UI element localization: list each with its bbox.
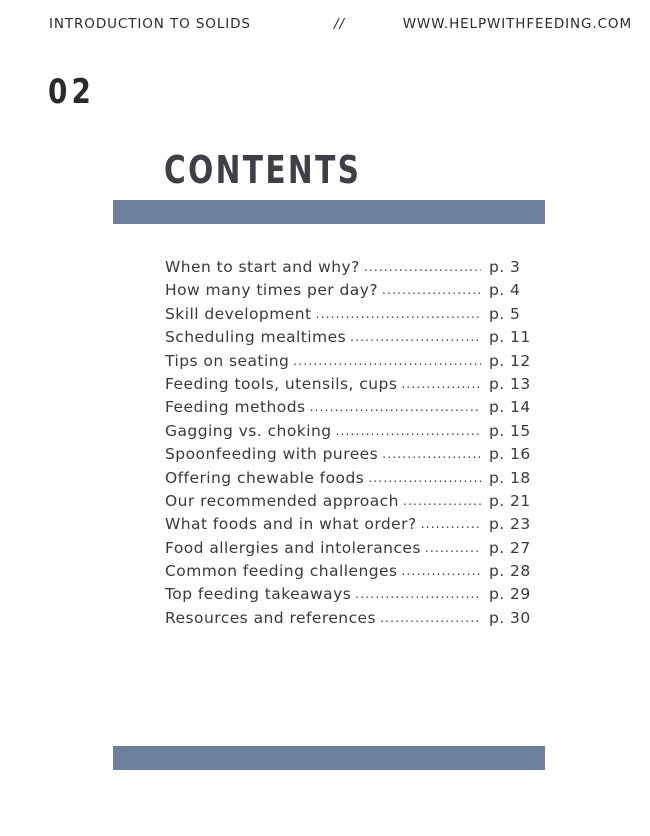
toc-dot-leader [402, 564, 481, 578]
toc-entry [165, 515, 535, 538]
toc-entry [165, 352, 535, 375]
toc-entry-page: p. 21 [489, 491, 531, 510]
page-number: 02 [48, 72, 96, 112]
toc-dot-leader [382, 283, 481, 297]
toc-entry [165, 469, 535, 492]
document-title: INTRODUCTION TO SOLIDS [49, 16, 251, 32]
toc-entry-title: Scheduling mealtimes [165, 328, 347, 347]
toc-dot-leader [401, 377, 481, 391]
toc-dot-leader [382, 447, 481, 461]
toc-entry-title: Tips on seating [165, 351, 290, 370]
toc-entry-title: Feeding methods [165, 398, 306, 417]
toc-entry-page: p. 27 [489, 538, 531, 557]
header-separator: // [334, 16, 345, 32]
toc-dot-leader [355, 587, 481, 601]
website-url: WWW.HELPWITHFEEDING.COM [402, 16, 632, 32]
toc-entry-page: p. 4 [489, 281, 521, 300]
toc-entry-title: Common feeding challenges [165, 562, 398, 581]
toc-entry-page: p. 13 [489, 374, 531, 393]
toc-entry [165, 328, 535, 351]
toc-entry-page: p. 16 [489, 445, 531, 464]
toc-dot-leader [364, 260, 481, 274]
toc-entry-title: Spoonfeeding with purees [165, 445, 379, 464]
toc-entry-title: Our recommended approach [165, 491, 399, 510]
toc-entry-title: Top feeding takeaways [165, 585, 352, 604]
toc-entry [165, 375, 535, 398]
toc-entry [165, 539, 535, 562]
toc-entry-page: p. 14 [489, 398, 531, 417]
toc-entry [165, 562, 535, 585]
toc-entry-page: p. 3 [489, 258, 521, 276]
page-header [0, 14, 650, 34]
toc-entry-title: What foods and in what order? [165, 515, 417, 534]
toc-dot-leader [310, 400, 481, 414]
toc-entry-title: When to start and why? [165, 258, 360, 276]
bottom-accent-bar [113, 746, 545, 770]
top-accent-bar [113, 200, 545, 224]
toc-entry-title: Gagging vs. choking [165, 421, 332, 440]
toc-dot-leader [368, 471, 481, 485]
toc-entry-page: p. 23 [489, 515, 531, 534]
toc-dot-leader [336, 424, 481, 438]
toc-entry-page: p. 15 [489, 421, 531, 440]
toc-entry [165, 398, 535, 421]
toc-dot-leader [425, 541, 481, 555]
toc-entry-page: p. 12 [489, 351, 531, 370]
toc-entry-title: Skill development [165, 304, 312, 323]
toc-entry-title: Food allergies and intolerances [165, 538, 421, 557]
toc-entry-title: How many times per day? [165, 281, 379, 300]
toc-entry-page: p. 29 [489, 585, 531, 604]
toc-dot-leader [421, 517, 481, 531]
toc-entry-page: p. 18 [489, 468, 531, 487]
toc-entry [165, 492, 535, 515]
toc-entry-page: p. 11 [489, 328, 531, 347]
toc-entry-title: Resources and references [165, 608, 377, 627]
toc-entry-page: p. 28 [489, 562, 531, 581]
toc-entry [165, 281, 535, 304]
toc-entry [165, 422, 535, 445]
toc-entry [165, 445, 535, 468]
toc-dot-leader [350, 330, 481, 344]
toc-entry-page: p. 30 [489, 608, 531, 627]
toc-dot-leader [293, 354, 481, 368]
toc-entry [165, 258, 535, 281]
toc-dot-leader [380, 611, 481, 625]
toc-entry [165, 305, 535, 328]
toc-entry-title: Offering chewable foods [165, 468, 365, 487]
contents-heading: CONTENTS [164, 148, 362, 192]
table-of-contents [165, 258, 535, 632]
toc-dot-leader [316, 307, 481, 321]
toc-entry-page: p. 5 [489, 304, 521, 323]
toc-dot-leader [403, 494, 481, 508]
toc-entry [165, 585, 535, 608]
toc-entry [165, 609, 535, 632]
toc-entry-title: Feeding tools, utensils, cups [165, 374, 398, 393]
